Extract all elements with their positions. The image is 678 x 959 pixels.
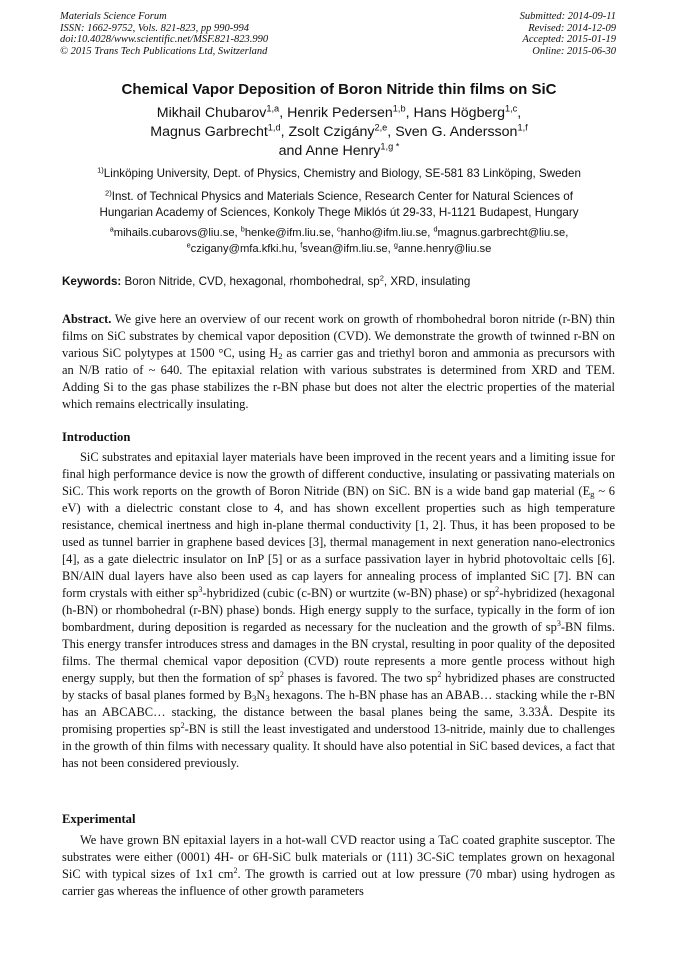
email-mark: d <box>433 224 438 234</box>
email-sep: , <box>387 243 394 255</box>
intro-text: -hybridized (hexagonal (h-BN) or rhombohedral (r-BN) phase) bonds. High energy supply to the surface, typically in the form of ion bombardment, during deposition is regarded as necessary for the nucleation and the growth of sp <box>62 586 615 634</box>
superscript: 2 <box>180 721 185 731</box>
author-name: Sven G. Andersson <box>395 124 518 140</box>
introduction-heading: Introduction <box>62 430 131 444</box>
email-address[interactable]: hanho@ifm.liu.se <box>340 227 428 239</box>
email-address[interactable]: czigany@mfa.kfki.hu <box>190 243 295 255</box>
author-name: Mikhail Chubarov <box>156 105 267 121</box>
introduction-body <box>62 449 615 772</box>
affiliation-text: Hungarian Academy of Sciences, Konkoly Thege Miklós út 29-33, H-1121 Budapest, Hungary <box>99 205 579 219</box>
intro-text: -BN is still the least investigated and understood 13-nitride, mainly due to challenges in the growth of thin films with necessary quality. It should have also potential in SiC based devices, a fact that has not been considered previously. <box>62 722 616 770</box>
abstract <box>62 311 615 413</box>
email-sep: , <box>294 243 301 255</box>
subscript: 3 <box>252 693 257 704</box>
author-line-1 <box>0 104 678 123</box>
experimental-heading: Experimental <box>62 812 136 826</box>
subscript: g <box>590 489 595 500</box>
superscript: 2 <box>437 670 442 680</box>
author-name: Hans Högberg <box>413 105 505 121</box>
author-sep: , <box>517 105 522 121</box>
email-address[interactable]: henke@ifm.liu.se <box>244 227 331 239</box>
author-list <box>0 104 678 161</box>
keywords-label: Keywords: <box>62 275 122 288</box>
keywords-text: Boron Nitride, CVD, hexagonal, rhombohedral, sp <box>124 275 380 288</box>
affiliation-mark: 1) <box>97 165 104 175</box>
paper-title: Chemical Vapor Deposition of Boron Nitride thin films on SiC <box>121 81 557 98</box>
issn-line: ISSN: 1662-9752, Vols. 821-823, pp 990-994 <box>60 22 249 34</box>
email-mark: a <box>109 224 114 234</box>
email-mark: g <box>393 240 398 250</box>
abstract-text: as carrier gas and triethyl boron and ammonia as precursors with an N/B ratio of ~ 640. The epitaxial relation with various substrates is determined from XRD and TEM. Adding Si to the gas phase stabilizes the r-BN phase but does not alter the electric properties of the material which remains electrically insulating. <box>62 346 616 411</box>
superscript: 2 <box>233 866 238 876</box>
abstract-text: We give here an overview of our recent work on growth of rhombohedral boron nitride (r-BN) thin films on SiC substrates by chemical vapor deposition (CVD). We demonstrate the growth of twinned r-BN on various SiC polytypes at 1500 °C, using H <box>62 312 615 360</box>
keywords-text: , XRD, insulating <box>383 275 471 288</box>
intro-text: ~ 6 eV) with a dielectric constant close to 4, and has shown excellent properties such as high temperature resistance, chemical inertness and high in-plane thermal conductivity [1, 2]. Thus, it has been proposed to be used as tunnel barrier in graphene based devices [3], thermal management in next generation nano-electronics [4], as a gate dielectric insulator on InP [5] or as a surface passivation layer in hybrid photovoltaic cells [6]. BN/AlN dual layers have also been used as cap layers for annealing process of implanted SiC [7]. BN can form crystals with either sp <box>62 484 615 600</box>
experimental-text: . The growth is carried out at low pressure (70 mbar) using hydrogen as carrier gas whereas the influence of other growth parameters <box>62 867 615 898</box>
author-affil-mark: 2,e <box>374 122 388 133</box>
intro-text: -BN films. This energy transfer introduces stress and damages in the BN crystal, resulting in poor quality of the deposited films. The thermal chemical vapor deposition (CVD) route represents a more gentle process without high energy supply, but then the formation of sp <box>62 620 615 685</box>
journal-info <box>60 11 268 57</box>
superscript: 2 <box>279 670 284 680</box>
author-sep: , <box>387 124 396 140</box>
affiliation-2 <box>0 189 678 220</box>
email-mark: b <box>240 224 245 234</box>
affiliation-text: Linköping University, Dept. of Physics, Chemistry and Biology, SE-581 83 Linköping, Sweden <box>103 167 581 180</box>
intro-text: N <box>256 688 266 702</box>
author-name: Zsolt Czigány <box>288 124 375 140</box>
email-list <box>0 225 678 257</box>
author-sep: , <box>279 105 288 121</box>
author-affil-mark: 1,d <box>267 122 281 133</box>
email-mark: c <box>337 224 341 234</box>
accepted-date: Accepted: 2015-01-19 <box>522 34 616 46</box>
affiliation-1 <box>0 166 678 182</box>
intro-text: hexagons. The h-BN phase has an ABAB… stacking while the r-BN has an ABCABC… stacking, the distance between the basal planes being the same, 3.33Å. Despite its promising properties sp <box>62 688 616 736</box>
keywords-sup: 2 <box>379 273 384 283</box>
copyright-line: © 2015 Trans Tech Publications Ltd, Switzerland <box>60 45 268 57</box>
affiliation-text: Inst. of Technical Physics and Materials Science, Research Center for Natural Sciences of <box>111 190 573 203</box>
author-affil-mark: 1,c <box>504 103 518 114</box>
author-name: Magnus Garbrecht <box>150 124 268 140</box>
author-name: and Anne Henry <box>278 143 381 159</box>
email-sep: , <box>330 227 338 239</box>
author-affil-mark: 1,g * <box>380 141 400 152</box>
online-date: Online: 2015-06-30 <box>532 45 616 57</box>
superscript: 3 <box>556 619 561 629</box>
submission-dates <box>520 11 616 57</box>
email-sep: , <box>565 227 569 239</box>
intro-text: -hybridized (cubic (c-BN) or wurtzite (w-BN) phase) or sp <box>202 586 496 600</box>
email-sep: , <box>427 227 434 239</box>
email-address[interactable]: anne.henry@liu.se <box>397 243 492 255</box>
journal-name: Materials Science Forum <box>60 11 167 22</box>
experimental-text: We have grown BN epitaxial layers in a hot-wall CVD reactor using a TaC coated graphite susceptor. The substrates were either (0001) 4H- or 6H-SiC bulk materials or (111) 3C-SiC templates grown on hexagonal SiC with typical sizes of 1x1 cm <box>62 833 615 881</box>
submitted-date: Submitted: 2014-09-11 <box>519 11 616 22</box>
intro-text: hybridized phases are constructed by stacks of basal planes formed by B <box>62 671 615 702</box>
author-affil-mark: 1,b <box>392 103 406 114</box>
superscript: 2 <box>495 585 500 595</box>
author-line-3 <box>0 142 678 161</box>
author-name: Henrik Pedersen <box>287 105 393 121</box>
keywords <box>62 275 470 288</box>
email-address[interactable]: mihails.cubarovs@liu.se <box>113 227 235 239</box>
email-address[interactable]: magnus.garbrecht@liu.se <box>437 227 566 239</box>
subscript: 3 <box>265 693 270 704</box>
email-mark: f <box>300 240 303 250</box>
email-sep: , <box>234 227 241 239</box>
author-affil-mark: 1,a <box>266 103 280 114</box>
experimental-body <box>62 832 615 900</box>
doi-line: doi:10.4028/www.scientific.net/MSF.821-823.990 <box>60 34 269 46</box>
email-address[interactable]: svean@ifm.liu.se <box>302 243 388 255</box>
email-mark: e <box>186 240 191 250</box>
subscript: 2 <box>278 351 283 362</box>
affiliation-mark: 2) <box>105 188 112 198</box>
author-affil-mark: 1,f <box>517 122 528 133</box>
intro-text: SiC substrates and epitaxial layer materials have been improved in the recent years and a limiting issue for final high performance device is now the growth of different conductive, insulating or passivating materials on SiC. This work reports on the growth of Boron Nitride (BN) on SiC. BN is a wide band gap material (E <box>62 450 615 498</box>
abstract-label: Abstract. <box>62 312 112 326</box>
intro-text: phases is favored. The two sp <box>283 671 438 685</box>
revised-date: Revised: 2014-12-09 <box>528 22 616 34</box>
author-sep: , <box>280 124 289 140</box>
superscript: 3 <box>198 585 203 595</box>
author-sep: , <box>405 105 414 121</box>
author-line-2 <box>0 123 678 142</box>
